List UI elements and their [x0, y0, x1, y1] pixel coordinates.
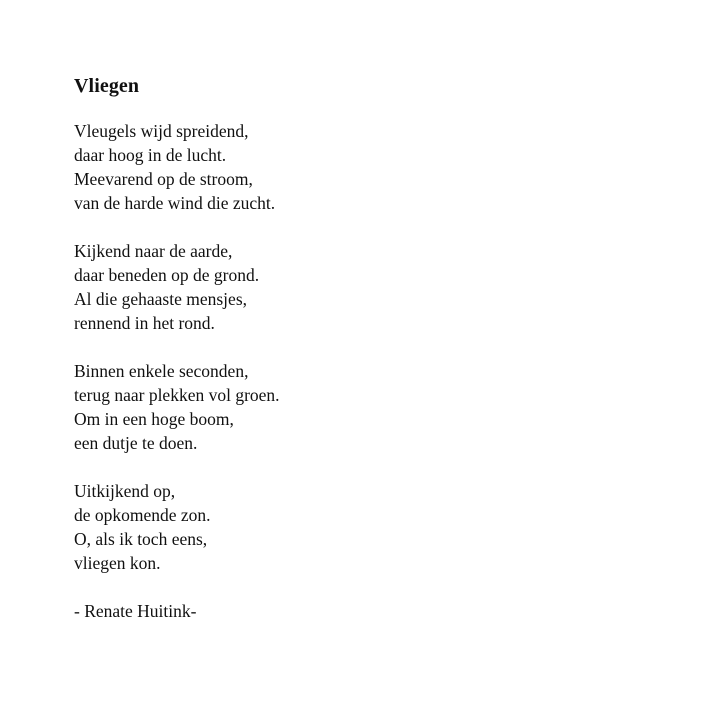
poem-line: Al die gehaaste mensjes, [74, 289, 248, 309]
poem-page [74, 73, 674, 623]
poem-author: - Renate Huitink- [74, 601, 197, 621]
poem-line: Vleugels wijd spreidend, [74, 121, 249, 141]
poem-line: Meevarend op de stroom, [74, 169, 253, 189]
stanza-4 [74, 479, 674, 575]
poem-line: rennend in het rond. [74, 313, 215, 333]
poem-line: vliegen kon. [74, 553, 161, 573]
poem-line: Binnen enkele seconden, [74, 361, 249, 381]
stanza-1 [74, 119, 674, 215]
stanza-3 [74, 359, 674, 455]
poem-line: van de harde wind die zucht. [74, 193, 276, 213]
poem-line: Kijkend naar de aarde, [74, 241, 233, 261]
poem-line: terug naar plekken vol groen. [74, 385, 280, 405]
poem-line: de opkomende zon. [74, 505, 211, 525]
poem-line: Uitkijkend op, [74, 481, 176, 501]
stanza-2 [74, 239, 674, 335]
poem-title: Vliegen [74, 75, 140, 97]
poem-line: Om in een hoge boom, [74, 409, 234, 429]
poem-line: daar hoog in de lucht. [74, 145, 227, 165]
poem-line: een dutje te doen. [74, 433, 198, 453]
poem-line: daar beneden op de grond. [74, 265, 260, 285]
poem-line: O, als ik toch eens, [74, 529, 208, 549]
